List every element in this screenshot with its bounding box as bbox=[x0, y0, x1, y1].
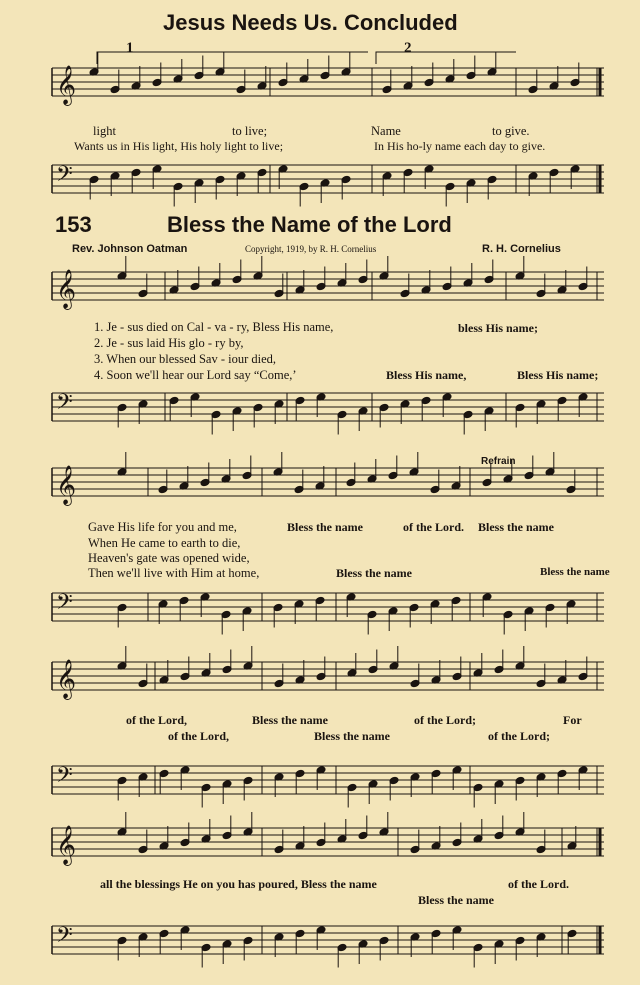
svg-text:𝄞: 𝄞 bbox=[56, 659, 77, 699]
svg-text:𝄞: 𝄞 bbox=[56, 465, 77, 505]
prev-lyric-light: light bbox=[93, 124, 116, 138]
verse-4-line-a: 4. Soon we'll hear our Lord say “Come,’ bbox=[94, 368, 297, 382]
refrain-label: Refrain bbox=[481, 456, 516, 467]
author-credit: Rev. Johnson Oatman bbox=[72, 243, 188, 255]
refrain-bass-bless-2: Bless the name bbox=[540, 566, 610, 578]
sys3-for: For bbox=[563, 713, 582, 727]
refrain-bass-bless-1: Bless the name bbox=[336, 566, 412, 580]
copyright-notice: Copyright, 1919, by R. H. Cornelius bbox=[245, 244, 377, 254]
sys3-bless-the-name: Bless the name bbox=[252, 713, 328, 727]
svg-text:𝄢: 𝄢 bbox=[56, 162, 73, 192]
verse-1-line-b: Gave His life for you and me, bbox=[88, 520, 237, 534]
prev-lyric-line2a: Wants us in His light, His holy light to live; bbox=[74, 139, 284, 153]
sys3-of-the-lord-1: of the Lord, bbox=[126, 713, 187, 727]
verse-2-line-a: 2. Je - sus laid His glo - ry by, bbox=[94, 336, 244, 350]
verse-3-line-b: Heaven's gate was opened wide, bbox=[88, 551, 250, 565]
svg-text:𝄢: 𝄢 bbox=[56, 763, 73, 793]
verse-3-line-a: 3. When our blessed Sav - iour died, bbox=[94, 352, 277, 366]
prev-lyric-to-give: to give. bbox=[492, 124, 530, 138]
echo-bless-his-name-1: bless His name; bbox=[458, 321, 539, 335]
echo-bass-2: Bless His name; bbox=[517, 368, 599, 382]
refrain-of-the-lord-1: of the Lord. bbox=[403, 520, 464, 534]
prev-lyric-to-live: to live; bbox=[232, 124, 268, 138]
verse-2-line-b: When He came to earth to die, bbox=[88, 536, 241, 550]
sys3-lower-bless: Bless the name bbox=[314, 729, 390, 743]
svg-text:𝄞: 𝄞 bbox=[56, 65, 77, 105]
svg-text:𝄢: 𝄢 bbox=[56, 590, 73, 620]
hymn-number: 153 bbox=[55, 212, 92, 237]
ending-1-label: 1 bbox=[126, 40, 134, 56]
prev-hymn-title: Jesus Needs Us. Concluded bbox=[163, 10, 458, 35]
sys4-all-the-blessings: all the blessings He on you has poured, Bless the name bbox=[100, 877, 377, 891]
sys4-lower-bless: Bless the name bbox=[418, 893, 494, 907]
svg-text:𝄞: 𝄞 bbox=[56, 269, 77, 309]
svg-text:𝄞: 𝄞 bbox=[56, 825, 77, 865]
hymn-title: Bless the Name of the Lord bbox=[167, 212, 452, 237]
verse-4-line-b: Then we'll live with Him at home, bbox=[88, 566, 260, 580]
sys3-of-the-lord-2: of the Lord; bbox=[414, 713, 476, 727]
svg-text:𝄢: 𝄢 bbox=[56, 923, 73, 953]
prev-lyric-line2b: In His ho-ly name each day to give. bbox=[374, 139, 546, 153]
prev-lyric-name: Name bbox=[371, 124, 401, 138]
sys3-lower-of-the-lord-2: of the Lord; bbox=[488, 729, 550, 743]
verse-1-line-a: 1. Je - sus died on Cal - va - ry, Bless His name, bbox=[94, 320, 334, 334]
ending-2-label: 2 bbox=[404, 40, 412, 56]
refrain-bless-the-name-2: Bless the name bbox=[478, 520, 554, 534]
sys4-of-the-lord: of the Lord. bbox=[508, 877, 569, 891]
composer-credit: R. H. Cornelius bbox=[482, 243, 561, 255]
sys3-lower-of-the-lord-1: of the Lord, bbox=[168, 729, 229, 743]
svg-text:𝄢: 𝄢 bbox=[56, 390, 73, 420]
echo-bass-1: Bless His name, bbox=[386, 368, 467, 382]
refrain-bless-the-name-1: Bless the name bbox=[287, 520, 363, 534]
